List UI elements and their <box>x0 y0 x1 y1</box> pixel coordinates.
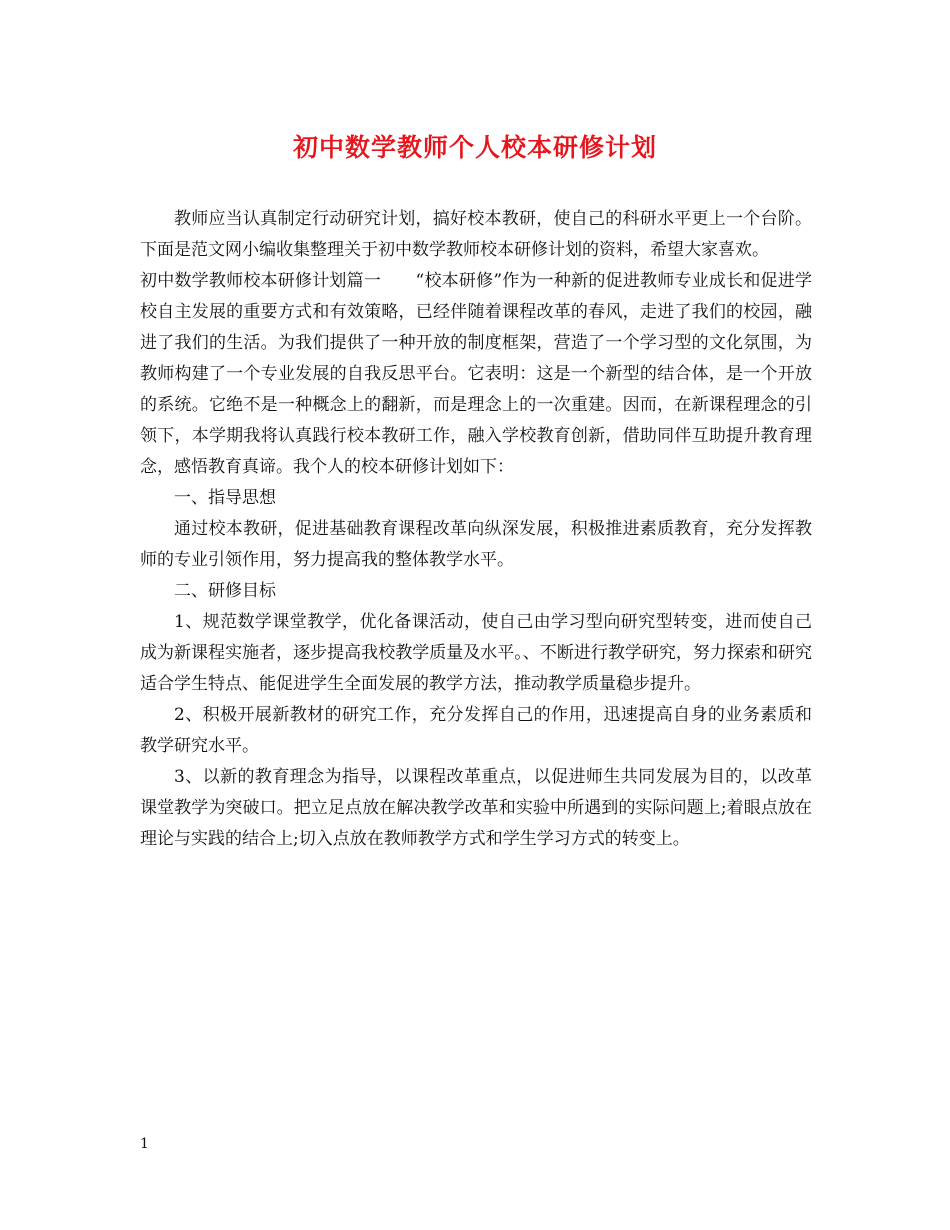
goal-item-2: 2、积极开展新教材的研究工作，充分发挥自己的作用，迅速提高自身的业务素质和教学研究水平。 <box>140 705 812 756</box>
section-heading-guiding-thought: 一、指导思想 <box>174 488 276 508</box>
intro-paragraph: 教师应当认真制定行动研究计划，搞好校本教研，使自己的科研水平更上一个台阶。下面是范文网小编收集整理关于初中数学教师校本研修计划的资料，希望大家喜欢。 <box>140 209 812 260</box>
document-title: 初中数学教师个人校本研修计划 <box>292 133 657 162</box>
guiding-thought-paragraph: 通过校本教研，促进基础教育课程改革向纵深发展，积极推进素质教育，充分发挥教师的专业引领作用，努力提高我的整体教学水平。 <box>140 519 812 570</box>
plan-intro-paragraph: 初中数学教师校本研修计划篇一 “校本研修”作为一种新的促进教师专业成长和促进学校自主发展的重要方式和有效策略，已经伴随着课程改革的春风，走进了我们的校园，融进了我们的生活。为我们提供了一种开放的制度框架，营造了一个学习型的文化氛围，为教师构建了一个专业发展的自我反思平台。它表明：这是一个新型的结合体，是一个开放的系统。它绝不是一种概念上的翻新，而是理念上的一次重建。因而，在新课程理念的引领下，本学期我将认真践行校本教研工作，融入学校教育创新，借助同伴互助提升教育理念，感悟教育真谛。我个人的校本研修计划如下： <box>140 271 812 477</box>
section-heading-goals: 二、研修目标 <box>174 581 276 601</box>
document-body <box>140 204 812 855</box>
page-number: 1 <box>140 1136 149 1152</box>
goal-item-3: 3、以新的教育理念为指导，以课程改革重点，以促进师生共同发展为目的，以改革课堂教学为突破口。把立足点放在解决教学改革和实验中所遇到的实际问题上;着眼点放在理论与实践的结合上;切入点放在教师教学方式和学生学习方式的转变上。 <box>140 767 812 849</box>
goal-item-1: 1、规范数学课堂教学，优化备课活动，使自己由学习型向研究型转变，进而使自己成为新课程实施者，逐步提高我校教学质量及水平。、不断进行教学研究，努力探索和研究适合学生特点、能促进学生全面发展的教学方法，推动教学质量稳步提升。 <box>140 612 812 694</box>
